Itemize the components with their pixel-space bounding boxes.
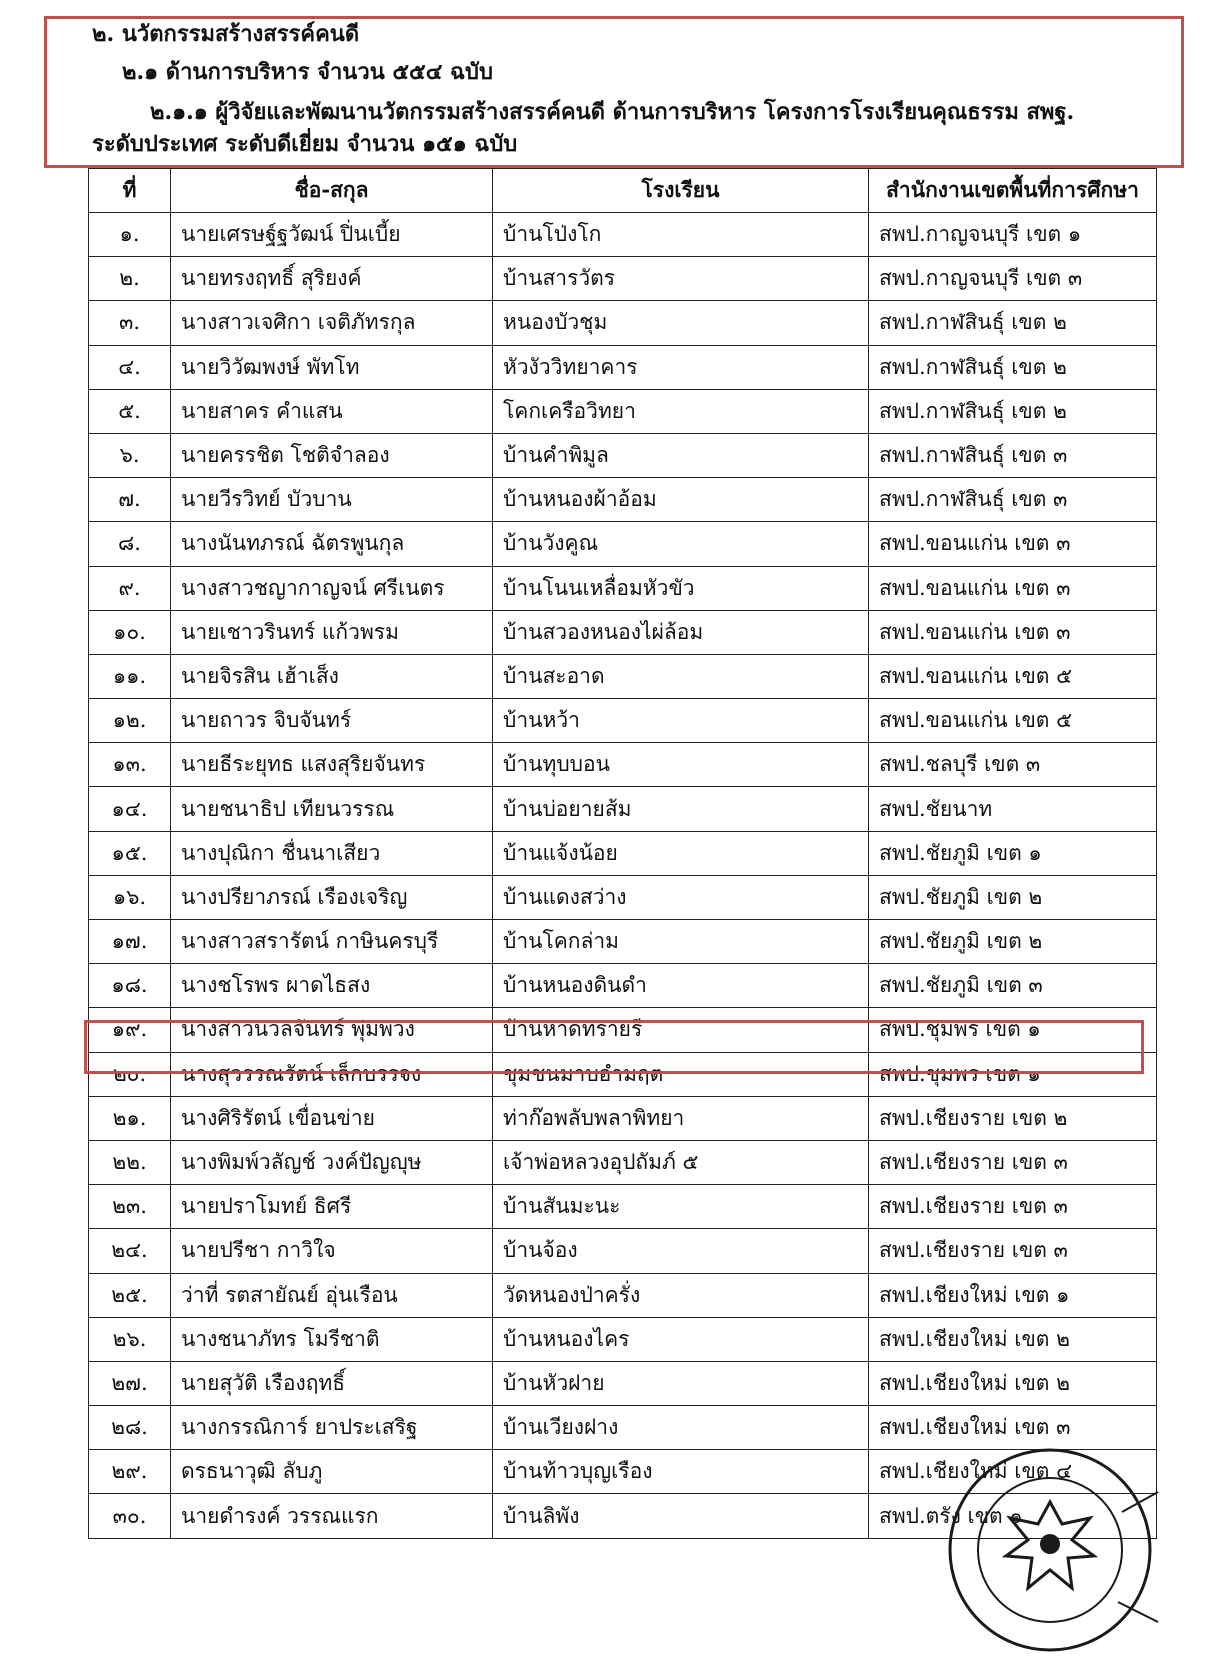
cell-school: บ้านหนองดินดำ bbox=[493, 964, 869, 1008]
cell-office: สพป.ชัยภูมิ เขต ๓ bbox=[869, 964, 1157, 1008]
cell-school: บ้านสันมะนะ bbox=[493, 1185, 869, 1229]
cell-number: ๒๗. bbox=[89, 1361, 171, 1405]
cell-office: สพป.เชียงใหม่ เขต ๑ bbox=[869, 1273, 1157, 1317]
row-highlight-box bbox=[84, 1020, 1144, 1074]
table-row bbox=[89, 389, 1157, 433]
cell-school: บ้านสารวัตร bbox=[493, 257, 869, 301]
cell-office: สพป.กาญจนบุรี เขต ๓ bbox=[869, 257, 1157, 301]
table-row bbox=[89, 345, 1157, 389]
cell-school: บ้านแดงสว่าง bbox=[493, 875, 869, 919]
cell-office: สพป.ชุมพร เขต ๑ bbox=[869, 1008, 1157, 1052]
cell-name: นางสาวนวลจันทร์ พุ่มพวง bbox=[171, 1008, 493, 1052]
table-header-row bbox=[89, 169, 1157, 213]
cell-number: ๓๐. bbox=[89, 1494, 171, 1538]
cell-school: บ้านหนองไคร bbox=[493, 1317, 869, 1361]
cell-school: บ้านโนนเหลื่อมหัวขัว bbox=[493, 566, 869, 610]
table-row bbox=[89, 301, 1157, 345]
table-row bbox=[89, 920, 1157, 964]
cell-name: นางปรียาภรณ์ เรืองเจริญ bbox=[171, 875, 493, 919]
cell-number: ๒๑. bbox=[89, 1096, 171, 1140]
cell-office: สพป.กาฬสินธุ์ เขต ๓ bbox=[869, 433, 1157, 477]
cell-name: นางสาวเจศิกา เจติภัทรกุล bbox=[171, 301, 493, 345]
cell-name: นางปุณิกา ชื่นนาเสียว bbox=[171, 831, 493, 875]
heading-highlight-box bbox=[44, 16, 1184, 168]
cell-office: สพป.ชัยนาท bbox=[869, 787, 1157, 831]
cell-number: ๒๖. bbox=[89, 1317, 171, 1361]
cell-office: สพป.กาฬสินธุ์ เขต ๒ bbox=[869, 389, 1157, 433]
cell-office: สพป.ขอนแก่น เขต ๓ bbox=[869, 522, 1157, 566]
cell-school: ท่าก๊อพลับพลาพิทยา bbox=[493, 1096, 869, 1140]
cell-office: สพป.ชัยภูมิ เขต ๑ bbox=[869, 831, 1157, 875]
cell-name: นายถาวร จิบจันทร์ bbox=[171, 699, 493, 743]
cell-number: ๒. bbox=[89, 257, 171, 301]
cell-office: สพป.ขอนแก่น เขต ๕ bbox=[869, 699, 1157, 743]
table-row bbox=[89, 1140, 1157, 1184]
cell-number: ๑๖. bbox=[89, 875, 171, 919]
table-row bbox=[89, 743, 1157, 787]
column-header-number: ที่ bbox=[89, 169, 171, 213]
cell-school: ชุมชนมาบอำมฤต bbox=[493, 1052, 869, 1096]
cell-school: หัวงัววิทยาคาร bbox=[493, 345, 869, 389]
cell-school: บ้านหว้า bbox=[493, 699, 869, 743]
cell-name: นายครรชิต โชติจำลอง bbox=[171, 433, 493, 477]
cell-school: บ้านเวียงฝาง bbox=[493, 1406, 869, 1450]
table-row bbox=[89, 654, 1157, 698]
cell-school: บ้านหนองผ้าอ้อม bbox=[493, 478, 869, 522]
cell-office: สพป.เชียงราย เขต ๓ bbox=[869, 1140, 1157, 1184]
cell-number: ๗. bbox=[89, 478, 171, 522]
cell-office: สพป.เชียงใหม่ เขต ๒ bbox=[869, 1361, 1157, 1405]
cell-name: ดรธนาวุฒิ ลับภู bbox=[171, 1450, 493, 1494]
cell-office: สพป.กาญจนบุรี เขต ๑ bbox=[869, 213, 1157, 257]
cell-school: โคกเครือวิทยา bbox=[493, 389, 869, 433]
column-header-name: ชื่อ-สกุล bbox=[171, 169, 493, 213]
cell-name: นางกรรณิการ์ ยาประเสริฐ bbox=[171, 1406, 493, 1450]
cell-name: นางชโรพร ผาดไธสง bbox=[171, 964, 493, 1008]
table-row bbox=[89, 787, 1157, 831]
table-row bbox=[89, 213, 1157, 257]
cell-office: สพป.ขอนแก่น เขต ๓ bbox=[869, 566, 1157, 610]
cell-number: ๑๑. bbox=[89, 654, 171, 698]
cell-office: สพป.ชลบุรี เขต ๓ bbox=[869, 743, 1157, 787]
cell-office: สพป.ขอนแก่น เขต ๕ bbox=[869, 654, 1157, 698]
cell-name: นางสาวสรารัตน์ กาษินครบุรี bbox=[171, 920, 493, 964]
cell-office: สพป.เชียงใหม่ เขต ๒ bbox=[869, 1317, 1157, 1361]
cell-school: บ้านคำพิมูล bbox=[493, 433, 869, 477]
cell-number: ๑๔. bbox=[89, 787, 171, 831]
cell-number: ๓. bbox=[89, 301, 171, 345]
cell-office: สพป.ขอนแก่น เขต ๓ bbox=[869, 610, 1157, 654]
recipients-table bbox=[88, 168, 1157, 1539]
cell-school: บ้านลิพัง bbox=[493, 1494, 869, 1538]
cell-name: ว่าที่ รตสายัณย์ อุ่นเรือน bbox=[171, 1273, 493, 1317]
cell-school: บ้านหาดทรายรี bbox=[493, 1008, 869, 1052]
cell-name: นางนันทภรณ์ ฉัตรพูนกุล bbox=[171, 522, 493, 566]
cell-school: บ้านบ่อยายส้ม bbox=[493, 787, 869, 831]
cell-number: ๑๗. bbox=[89, 920, 171, 964]
cell-school: บ้านหัวฝาย bbox=[493, 1361, 869, 1405]
cell-name: นายเชาวรินทร์ แก้วพรม bbox=[171, 610, 493, 654]
item-heading-line1: ๒.๑.๑ ผู้วิจัยและพัฒนานวัตกรรมสร้างสรรค์คนดี ด้านการบริหาร โครงการโรงเรียนคุณธรรม สพฐ. bbox=[150, 99, 1075, 125]
cell-name: นางสุวรรณรัตน์ เล็กบรรจง bbox=[171, 1052, 493, 1096]
garuda-seal-icon bbox=[922, 1432, 1162, 1662]
table-row bbox=[89, 1229, 1157, 1273]
cell-office: สพป.ชัยภูมิ เขต ๒ bbox=[869, 920, 1157, 964]
cell-school: วัดหนองป่าครั่ง bbox=[493, 1273, 869, 1317]
table-row bbox=[89, 610, 1157, 654]
item-heading-line2: ระดับประเทศ ระดับดีเยี่ยม จำนวน ๑๕๑ ฉบับ bbox=[92, 131, 518, 157]
cell-office: สพป.เชียงใหม่ เขต ๓ bbox=[869, 1406, 1157, 1450]
table-row bbox=[89, 522, 1157, 566]
cell-number: ๒๔. bbox=[89, 1229, 171, 1273]
cell-number: ๑๕. bbox=[89, 831, 171, 875]
cell-number: ๒๘. bbox=[89, 1406, 171, 1450]
cell-school: บ้านโป่งโก bbox=[493, 213, 869, 257]
cell-school: หนองบัวชุม bbox=[493, 301, 869, 345]
cell-school: บ้านทุบบอน bbox=[493, 743, 869, 787]
cell-name: นางสาวชญากาญจน์ ศรีเนตร bbox=[171, 566, 493, 610]
cell-number: ๑๙. bbox=[89, 1008, 171, 1052]
cell-number: ๕. bbox=[89, 389, 171, 433]
cell-number: ๑๒. bbox=[89, 699, 171, 743]
table-row bbox=[89, 478, 1157, 522]
cell-name: นายปรีชา กาวิใจ bbox=[171, 1229, 493, 1273]
cell-office: สพป.กาฬสินธุ์ เขต ๒ bbox=[869, 345, 1157, 389]
cell-number: ๔. bbox=[89, 345, 171, 389]
cell-number: ๒๙. bbox=[89, 1450, 171, 1494]
cell-office: สพป.เชียงใหม่ เขต ๔ bbox=[869, 1450, 1157, 1494]
table-row bbox=[89, 1185, 1157, 1229]
cell-school: บ้านสวองหนองไผ่ล้อม bbox=[493, 610, 869, 654]
cell-school: บ้านแจ้งน้อย bbox=[493, 831, 869, 875]
table-row bbox=[89, 831, 1157, 875]
cell-name: นายวิวัฒพงษ์ พัทโท bbox=[171, 345, 493, 389]
cell-name: นางพิมพ์วลัญช์ วงค์ปัญญุษ bbox=[171, 1140, 493, 1184]
column-header-office: สำนักงานเขตพื้นที่การศึกษา bbox=[869, 169, 1157, 213]
cell-office: สพป.ตรัง เขต ๑ bbox=[869, 1494, 1157, 1538]
cell-school: บ้านโคกล่าม bbox=[493, 920, 869, 964]
cell-school: บ้านจ้อง bbox=[493, 1229, 869, 1273]
cell-office: สพป.เชียงราย เขต ๓ bbox=[869, 1229, 1157, 1273]
column-header-school: โรงเรียน bbox=[493, 169, 869, 213]
cell-name: นายจิรสิน เฮ้าเส็ง bbox=[171, 654, 493, 698]
cell-office: สพป.ชัยภูมิ เขต ๒ bbox=[869, 875, 1157, 919]
cell-office: สพป.เชียงราย เขต ๒ bbox=[869, 1096, 1157, 1140]
cell-number: ๒๕. bbox=[89, 1273, 171, 1317]
cell-school: บ้านวังคูณ bbox=[493, 522, 869, 566]
table-row bbox=[89, 566, 1157, 610]
section-heading: ๒. นวัตกรรมสร้างสรรค์คนดี bbox=[92, 21, 360, 47]
cell-name: นายทรงฤทธิ์ สุริยงค์ bbox=[171, 257, 493, 301]
cell-name: นางชนาภัทร โมรีชาติ bbox=[171, 1317, 493, 1361]
table-row bbox=[89, 1317, 1157, 1361]
cell-office: สพป.ชุมพร เขต ๑ bbox=[869, 1052, 1157, 1096]
cell-name: นายวีรวิทย์ บัวบาน bbox=[171, 478, 493, 522]
cell-name: นางศิริรัตน์ เขื่อนข่าย bbox=[171, 1096, 493, 1140]
cell-number: ๙. bbox=[89, 566, 171, 610]
cell-number: ๖. bbox=[89, 433, 171, 477]
cell-office: สพป.กาฬสินธุ์ เขต ๒ bbox=[869, 301, 1157, 345]
cell-number: ๑๓. bbox=[89, 743, 171, 787]
cell-number: ๒๒. bbox=[89, 1140, 171, 1184]
table-row bbox=[89, 257, 1157, 301]
subsection-heading: ๒.๑ ด้านการบริหาร จำนวน ๕๕๔ ฉบับ bbox=[122, 59, 493, 85]
cell-school: บ้านท้าวบุญเรือง bbox=[493, 1450, 869, 1494]
table-row bbox=[89, 1273, 1157, 1317]
cell-school: บ้านสะอาด bbox=[493, 654, 869, 698]
table-row bbox=[89, 433, 1157, 477]
cell-number: ๑. bbox=[89, 213, 171, 257]
cell-name: นายปราโมทย์ ธิศรี bbox=[171, 1185, 493, 1229]
table-row bbox=[89, 1361, 1157, 1405]
cell-office: สพป.กาฬสินธุ์ เขต ๓ bbox=[869, 478, 1157, 522]
cell-name: นายธีระยุทธ แสงสุริยจันทร bbox=[171, 743, 493, 787]
table-row bbox=[89, 1096, 1157, 1140]
cell-name: นายเศรษฐ์ฐวัฒน์ ปิ่นเบี้ย bbox=[171, 213, 493, 257]
table-row bbox=[89, 964, 1157, 1008]
cell-name: นายดำรงค์ วรรณแรก bbox=[171, 1494, 493, 1538]
table-row bbox=[89, 699, 1157, 743]
cell-name: นายสุวัติ เรืองฤทธิ์ bbox=[171, 1361, 493, 1405]
cell-name: นายสาคร คำแสน bbox=[171, 389, 493, 433]
cell-number: ๑๐. bbox=[89, 610, 171, 654]
cell-office: สพป.เชียงราย เขต ๓ bbox=[869, 1185, 1157, 1229]
cell-number: ๒๓. bbox=[89, 1185, 171, 1229]
cell-number: ๒๐. bbox=[89, 1052, 171, 1096]
cell-number: ๑๘. bbox=[89, 964, 171, 1008]
cell-school: เจ้าพ่อหลวงอุปถัมภ์ ๕ bbox=[493, 1140, 869, 1184]
cell-number: ๘. bbox=[89, 522, 171, 566]
cell-name: นายชนาธิป เทียนวรรณ bbox=[171, 787, 493, 831]
table-row bbox=[89, 875, 1157, 919]
